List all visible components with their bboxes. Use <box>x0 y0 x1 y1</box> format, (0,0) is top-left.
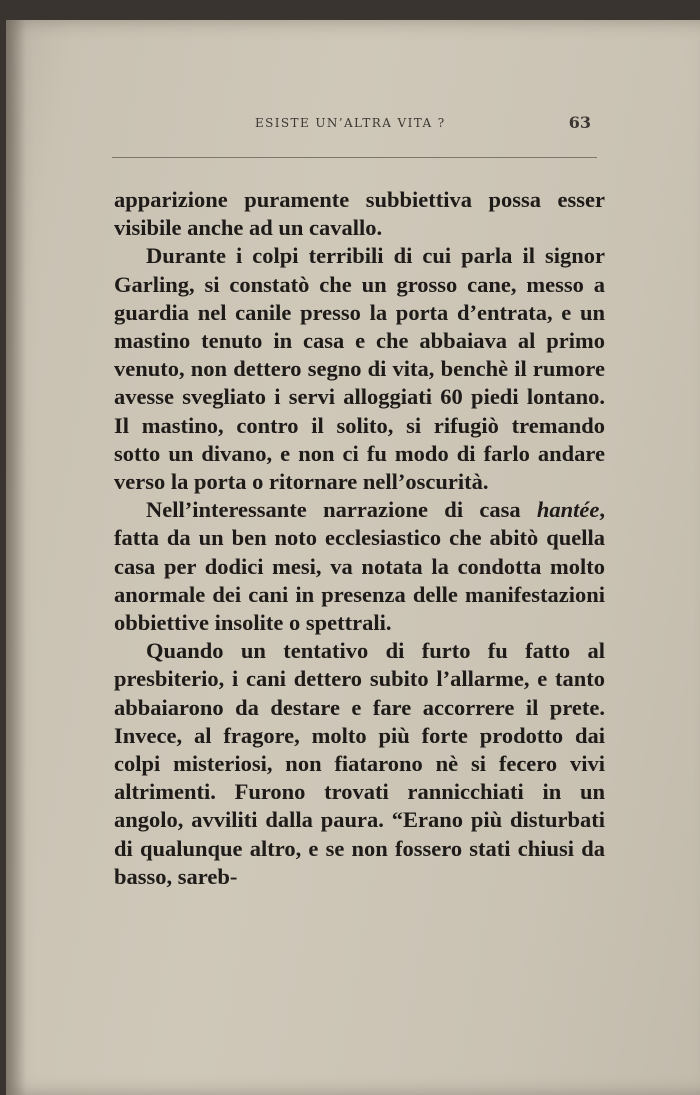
page-number: 63 <box>568 113 591 132</box>
running-head <box>110 113 595 135</box>
page-fold-shadow <box>6 20 26 1095</box>
paragraph-3 <box>114 496 605 637</box>
running-head-title: ESISTE UN’ALTRA VITA ? <box>255 116 446 130</box>
paragraph-3-end: , fatta da un ben noto ecclesiastico che abitò quella casa per dodici mesi, va notata la condotta molto anormale dei cani in presenza delle manifestazioni obbiettive insolite o spettrali. <box>114 497 605 636</box>
paragraph-4: Quando un tentativo di furto fu fatto al presbiterio, i cani dettero subito l’allarme, e tanto abbaiarono da destare e fare accorrere il prete. Invece, al fragore, molto più forte prodotto dai colpi misteriosi, non fiatarono nè si fecero vivi altrimenti. Furono trovati rannicchiati in un angolo, avviliti dalla paura. “Erano più disturbati di qualunque altro, e se non fossero stati chiusi da basso, sareb- <box>114 638 605 889</box>
italic-term: hantée <box>536 497 600 523</box>
paragraph-2: Durante i colpi terribili di cui parla il signor Garling, si constatò che un grosso cane, messo a guardia nel canile presso la porta d’entrata, e un mastino tenuto in casa e che abbaiava al primo venuto, non dettero segno di vita, benchè il rumore avesse svegliato i servi alloggiati 60 piedi lontano. Il mastino, contro il solito, si rifugiò tremando sotto un divano, e non ci fu modo di farlo andare verso la porta o ritornare nell’oscurità. <box>114 243 605 495</box>
header-rule <box>112 157 597 158</box>
paragraph-1: apparizione puramente subbiettiva possa esser visibile anche ad un cavallo. <box>114 187 605 241</box>
body-text <box>114 186 605 891</box>
paragraph-3-start: Nell’interessante narrazione di casa <box>146 497 537 523</box>
